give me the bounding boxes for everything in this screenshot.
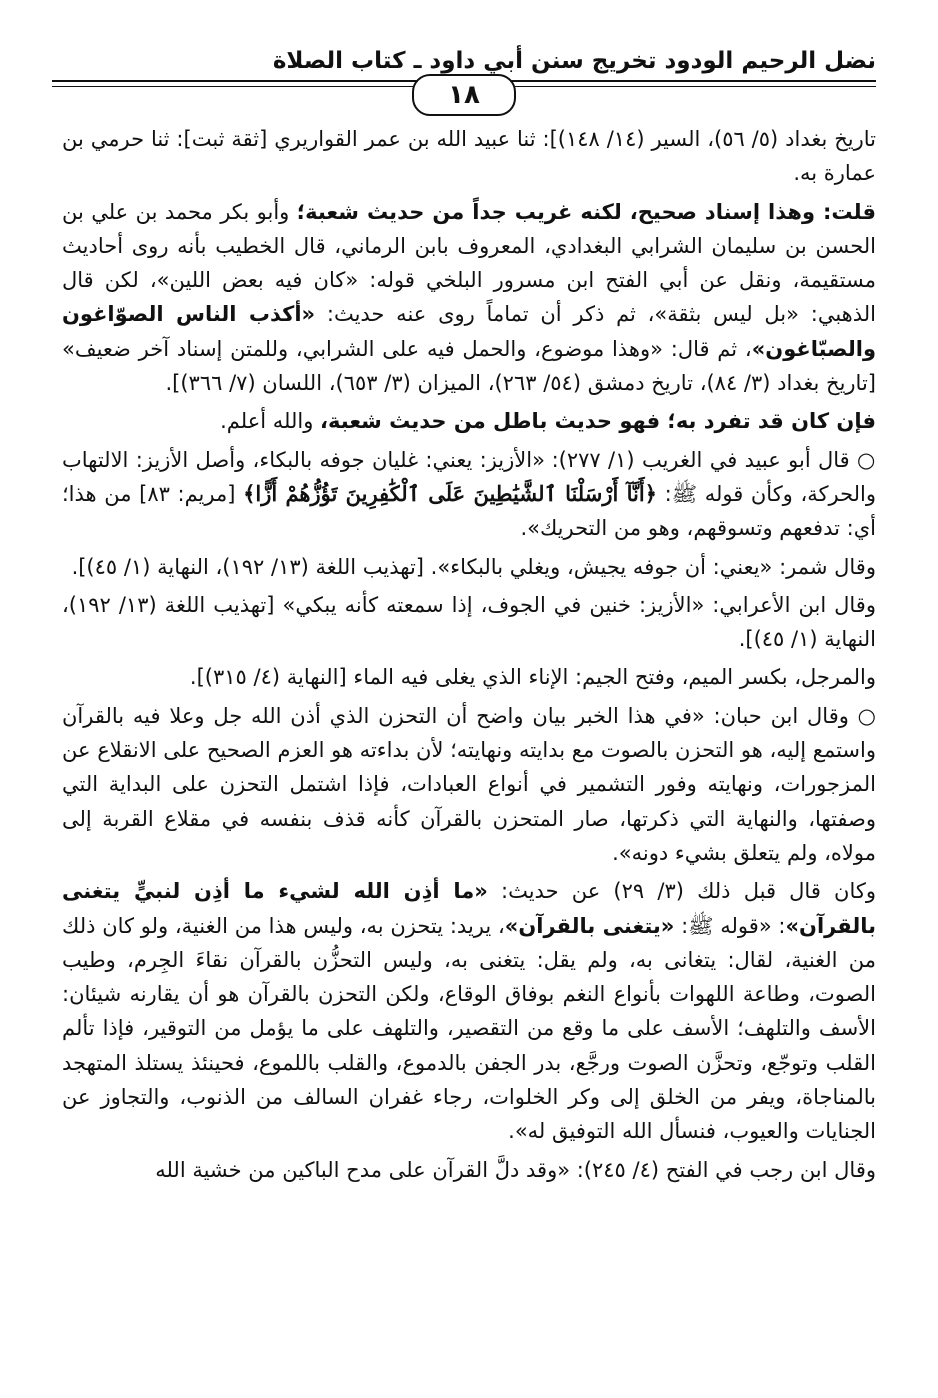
running-title: نضل الرحيم الودود تخريج سنن أبي داود ـ كتاب الصلاة xyxy=(272,48,876,74)
paragraph: والمرجل، بكسر الميم، وفتح الجيم: الإناء الذي يغلى فيه الماء [النهاية (٤/ ٣١٥)]. xyxy=(189,665,876,690)
text-run: ، يريد: يتحزن به، وليس هذا من الغنية، ولو كان ذلك من الغنية، لقال: يتغانى به، ولم يقل: يتغنى به، وليس التحزُّن بالقرآن نقاءَ الجِرم، وطيب الصوت، وطاعة اللهوات بأنواع النغم بوفاق الوقاع، ولكن التحزن بالقرآن هو أن يقارنه شيئان: الأسف والتلهف؛ الأسف على ما وقع من التقصير، والتلهف على ما يؤمل من التوقير، فإذا تألم القلب وتوجّع، وتحزَّن الصوت ورجَّع، بدر الجفن بالدموع، والقلب باللموع، فحينئذ يستلذ المتهجد بالمناجاة، ويفر من الخلق إلى وكر الخلوات، رجاء غفران السالف من الذنوب، والتجاوز عن الجنايات والعيوب، فنسأل الله التوفيق له». xyxy=(62,913,876,1144)
text-run: ، ثم قال: «وهذا موضوع، والحمل فيه على الشرابي، وللمتن إسناد آخر ضعيف» [تاريخ بغداد (٣/ ٨٤)، تاريخ دمشق (٥٤/ ٢٦٣)، الميزان (٣/ ٦٥٣)، اللسان (٧/ ٣٦٦)]. xyxy=(62,336,876,396)
bold-text: «يتغنى بالقرآن» xyxy=(504,913,675,938)
paragraph xyxy=(62,443,876,546)
quran-verse: ﴿أَنَّآ أَرْسَلْنَا ٱلشَّيَٰطِينَ عَلَى ٱلْكَٰفِرِينَ تَؤُزُّهُمْ أَزًّا﴾ xyxy=(243,480,657,506)
text-run: والله أعلم. xyxy=(220,409,321,434)
paragraph xyxy=(62,874,876,1148)
text-run: ○ قال أبو عبيد في الغريب (١/ ٢٧٧): «الأزيز: يعني: غليان جوفه بالبكاء، وأصل الأزيز: الالتهاب والحركة، وكأن قوله ﷺ: xyxy=(62,447,877,506)
text-run: وكان قال قبل ذلك (٣/ ٢٩) عن حديث: xyxy=(487,879,876,904)
text-run: : «قوله ﷺ: xyxy=(674,913,786,938)
bold-text: «ما أذِن الله لشيء ما أذِن لنبيٍّ يتغنى بالقرآن» xyxy=(62,879,877,938)
text-run: [مريم: ٨٣] من هذا؛ أي: تدفعهم وتسوقهم، وهو من التحريك». xyxy=(62,481,876,541)
paragraph: ○ وقال ابن حبان: «في هذا الخبر بيان واضح أن التحزن الذي أذن الله جل وعلا فيه بالقرآن واستمع إليه، هو التحزن بالصوت مع بدايته ونهايته؛ لأن بداءته هو العزم الصحيح على الانقلاع عن المزجورات، ونهايته وفور التشمير في أنواع العبادات، فإذا اشتمل التحزن على البداية التي وصفتها، والنهاية التي ذكرتها، صار المتحزن بالقرآن كأنه قذف بنفسه في مقلاع القربة إلى مولاه، ولم يتعلق بشيء دونه». xyxy=(62,703,876,865)
page-body xyxy=(62,122,876,1191)
paragraph xyxy=(62,404,876,438)
bold-text: قلت: وهذا إسناد صحيح، لكنه غريب جداً من حديث شعبة؛ xyxy=(296,199,876,224)
paragraph: وقال شمر: «يعني: أن جوفه يجيش، ويغلي بالبكاء». [تهذيب اللغة (١٣/ ١٩٢)، النهاية (١/ ٤٥)]. xyxy=(71,554,876,579)
bold-text: «أكذب الناس الصوّاغون والصبّاغون» xyxy=(62,302,876,361)
paragraph: وقال ابن رجب في الفتح (٤/ ٢٤٥): «وقد دلَّ القرآن على مدح الباكين من خشية الله xyxy=(155,1157,876,1182)
paragraph xyxy=(62,195,876,401)
page-header xyxy=(52,40,876,108)
text-run: وأبو بكر محمد بن علي بن الحسن بن سليمان الشرابي البغدادي، المعروف بابن الرماني، قال الخطيب بأنه روى أحاديث مستقيمة، ونقل عن أبي الفتح ابن مسرور البلخي قوله: «كان فيه بعض اللين»، لكن قال الذهبي: «بل ليس بثقة»، ثم ذكر أن تماماً روى عنه حديث: xyxy=(62,199,876,327)
page-number: ١٨ xyxy=(412,74,516,116)
paragraph: تاريخ بغداد (٥/ ٥٦)، السير (١٤/ ١٤٨)]: ثنا عبيد الله بن عمر القواريري [ثقة ثبت]: ثنا حرمي بن عمارة به. xyxy=(62,127,877,186)
paragraph: وقال ابن الأعرابي: «الأزيز: خنين في الجوف، إذا سمعته كأنه يبكي» [تهذيب اللغة (١٣/ ١٩٢)، النهاية (١/ ٤٥)]. xyxy=(62,592,876,652)
bold-text: فإن كان قد تفرد به؛ فهو حديث باطل من حديث شعبة، xyxy=(320,409,876,434)
